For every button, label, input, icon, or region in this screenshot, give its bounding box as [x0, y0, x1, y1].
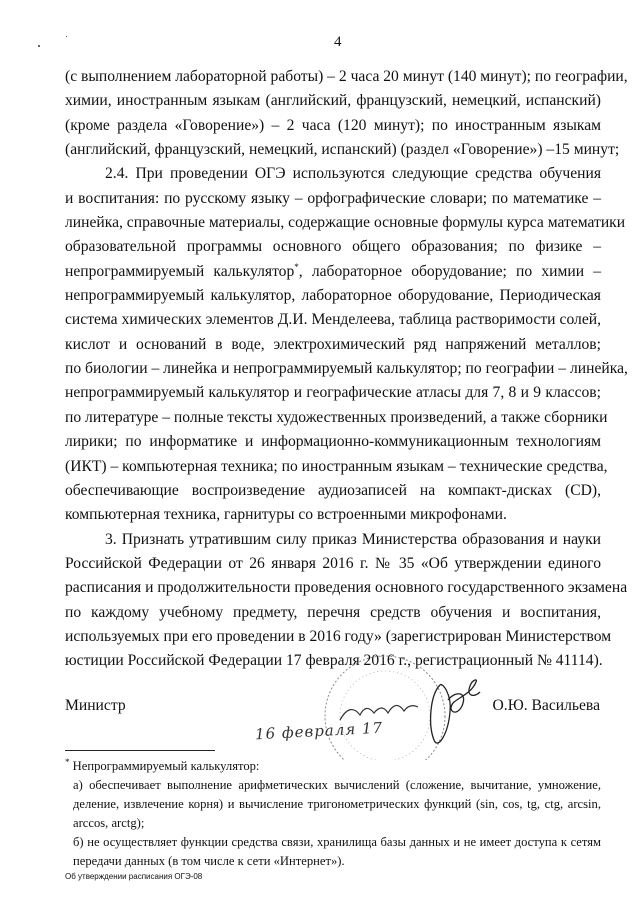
text-line: лирики; по информатике и информационно-коммуникационным технологиям: [65, 433, 601, 451]
footnote-title: * Непрограммируемый калькулятор:: [65, 756, 260, 773]
signer-name: О.Ю. Васильева: [492, 697, 600, 714]
footnote-line: деление, извлечение корня) и вычисление тригонометрических функций (sin, cos, tg, ctg, arcsin,: [73, 797, 601, 811]
text-line: непрограммируемый калькулятор и географические атласы для 7, 8 и 9 классов;: [65, 384, 601, 402]
text-line: (английский, французский, немецкий, испанский) (раздел «Говорение») –15 минут;: [65, 141, 620, 159]
footnote: [65, 757, 601, 871]
footnote-line: arccos, arctg);: [73, 816, 145, 830]
footnote-line: передачи данных (в том числе к сети «Интернет»).: [73, 854, 345, 868]
text-line: обеспечивающие воспроизведение аудиозаписей на компакт-дисках (CD),: [65, 481, 601, 499]
text-line: 2.4. При проведении ОГЭ используются следующие средства обучения: [105, 165, 601, 183]
scan-speck: [38, 45, 40, 47]
text-line: расписания и продолжительности проведения основного государственного экзамена: [65, 579, 628, 597]
scan-speck: [66, 36, 67, 37]
document-body: [65, 65, 628, 674]
text-line: непрограммируемый калькулятор, лабораторное оборудование, Периодическая: [65, 287, 601, 305]
text-line: (с выполнением лабораторной работы) – 2 часа 20 минут (140 минут); по географии,: [65, 68, 628, 85]
text-line: по литературе – полные тексты художественных произведений, а также сборники: [65, 408, 608, 426]
footnote-line: б) не осуществляет функции средства связи, хранилища базы данных и не имеет доступа к сетям: [73, 835, 601, 849]
text-line: юстиции Российской Федерации 17 февраля 2016 г., регистрационный № 41114).: [65, 652, 603, 670]
page-number: 4: [334, 34, 342, 50]
handwritten-date: 16 февраля 17: [254, 718, 384, 744]
minister-signature: [431, 680, 480, 743]
document-footer: Об утверждении расписания ОГЭ-08: [65, 872, 203, 881]
text-line: компьютерная техника, гарнитуры со встроенными микрофонами.: [65, 506, 507, 524]
text-line: используемых при его проведении в 2016 году» (зарегистрирован Министерством: [65, 627, 612, 645]
footnote-marker: *: [294, 261, 299, 272]
text-line: образовательной программы основного общего образования; по физике –: [65, 238, 601, 256]
text-line: линейка, справочные материалы, содержащие основные формулы курса математики: [65, 214, 626, 232]
text-line: по биологии – линейка и непрограммируемый калькулятор; по географии – линейка,: [65, 360, 628, 378]
stamp-outer-ring: [325, 656, 445, 760]
footnote-divider: [65, 750, 215, 751]
text-line: химии, иностранным языкам (английский, французский, немецкий, испанский): [65, 92, 601, 110]
text-line: (кроме раздела «Говорение») – 2 часа (120 минут); по иностранным языкам: [65, 116, 601, 134]
text-line: кислот и оснований в воде, электрохимический ряд напряжений металлов;: [65, 335, 601, 353]
text-line: непрограммируемый калькулятор*, лабораторное оборудование; по химии –: [65, 261, 602, 280]
text-line: Российской Федерации от 26 января 2016 г. № 35 «Об утверждении единого: [65, 554, 601, 572]
text-line: 3. Признать утратившим силу приказ Министерства образования и науки: [105, 530, 601, 548]
text-line: (ИКТ) – компьютерная техника; по иностранным языкам – технические средства,: [65, 457, 608, 475]
text-line: система химических элементов Д.И. Менделеева, таблица растворимости солей,: [65, 311, 601, 329]
signer-position: Министр: [65, 697, 126, 714]
stamp-inner-ring: [340, 671, 430, 760]
footnote-line: а) обеспечивает выполнение арифметических вычислений (сложение, вычитание, умножение,: [73, 778, 601, 792]
footnote-marker: *: [65, 756, 70, 767]
paragraph-2-4: [65, 162, 628, 527]
text-line: и воспитания: по русскому языку – орфографические словари; по математике –: [65, 189, 601, 207]
official-stamp-and-signature: [300, 650, 500, 760]
text-line: по каждому учебному предмету, перечня средств обучения и воспитания,: [65, 603, 601, 621]
paragraph-1: [65, 65, 628, 162]
